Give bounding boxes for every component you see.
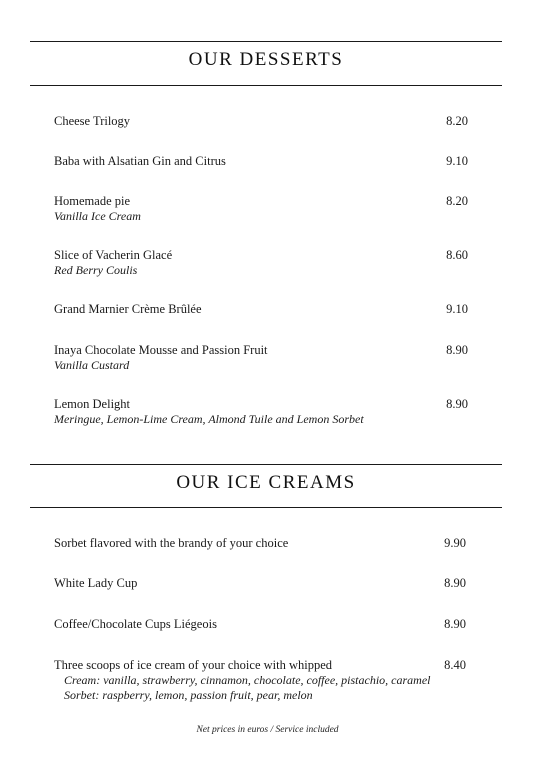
desserts-title-rule xyxy=(30,85,502,86)
item-description: Meringue, Lemon-Lime Cream, Almond Tuile and Lemon Sorbet xyxy=(54,412,364,426)
ice-creams-title-rule xyxy=(30,507,502,508)
item-name: White Lady Cup xyxy=(54,576,138,590)
item-description: Vanilla Ice Cream xyxy=(54,209,141,223)
item-name: Three scoops of ice cream of your choice with whipped xyxy=(54,658,333,672)
dessert-item-vacherin xyxy=(54,247,468,278)
item-price: 8.20 xyxy=(446,194,468,208)
item-price: 8.90 xyxy=(446,397,468,411)
item-details-sorbet: Sorbet: raspberry, lemon, passion fruit, pear, melon xyxy=(64,688,313,702)
item-name: Coffee/Chocolate Cups Liégeois xyxy=(54,617,217,631)
ice-cream-item-sorbet-brandy xyxy=(54,535,468,551)
item-name: Homemade pie xyxy=(54,194,131,208)
ice-cream-item-liegeois xyxy=(54,616,468,632)
item-price: 8.90 xyxy=(444,617,466,631)
dessert-item-homemade-pie xyxy=(54,193,468,224)
ice-cream-item-white-lady xyxy=(54,575,468,591)
item-price: 8.20 xyxy=(446,114,468,128)
item-details-cream: Cream: vanilla, strawberry, cinnamon, chocolate, coffee, pistachio, caramel xyxy=(64,673,431,687)
item-price: 9.10 xyxy=(446,302,468,316)
item-price: 8.90 xyxy=(444,576,466,590)
ice-cream-item-three-scoops xyxy=(54,657,468,703)
item-name: Baba with Alsatian Gin and Citrus xyxy=(54,154,226,168)
item-description: Vanilla Custard xyxy=(54,358,130,372)
footer-note: Net prices in euros / Service included xyxy=(196,725,339,735)
dessert-item-cheese-trilogy xyxy=(54,113,468,129)
item-price: 9.10 xyxy=(446,154,468,168)
item-name: Lemon Delight xyxy=(54,397,131,411)
item-name: Inaya Chocolate Mousse and Passion Fruit xyxy=(54,343,268,357)
item-name: Slice of Vacherin Glacé xyxy=(54,248,173,262)
dessert-item-lemon-delight xyxy=(54,396,468,427)
item-name: Sorbet flavored with the brandy of your choice xyxy=(54,536,289,550)
top-rule xyxy=(30,41,502,42)
desserts-title: OUR DESSERTS xyxy=(188,49,344,70)
item-price: 8.40 xyxy=(444,658,466,672)
dessert-item-creme-brulee xyxy=(54,301,468,317)
dessert-item-inaya-mousse xyxy=(54,342,468,373)
item-name: Cheese Trilogy xyxy=(54,114,131,128)
dessert-item-baba xyxy=(54,153,468,169)
ice-creams-title: OUR ICE CREAMS xyxy=(176,472,356,493)
item-price: 9.90 xyxy=(444,536,466,550)
item-name: Grand Marnier Crème Brûlée xyxy=(54,302,202,316)
item-price: 8.90 xyxy=(446,343,468,357)
item-description: Red Berry Coulis xyxy=(54,263,138,277)
ice-creams-top-rule xyxy=(30,464,502,465)
item-price: 8.60 xyxy=(446,248,468,262)
